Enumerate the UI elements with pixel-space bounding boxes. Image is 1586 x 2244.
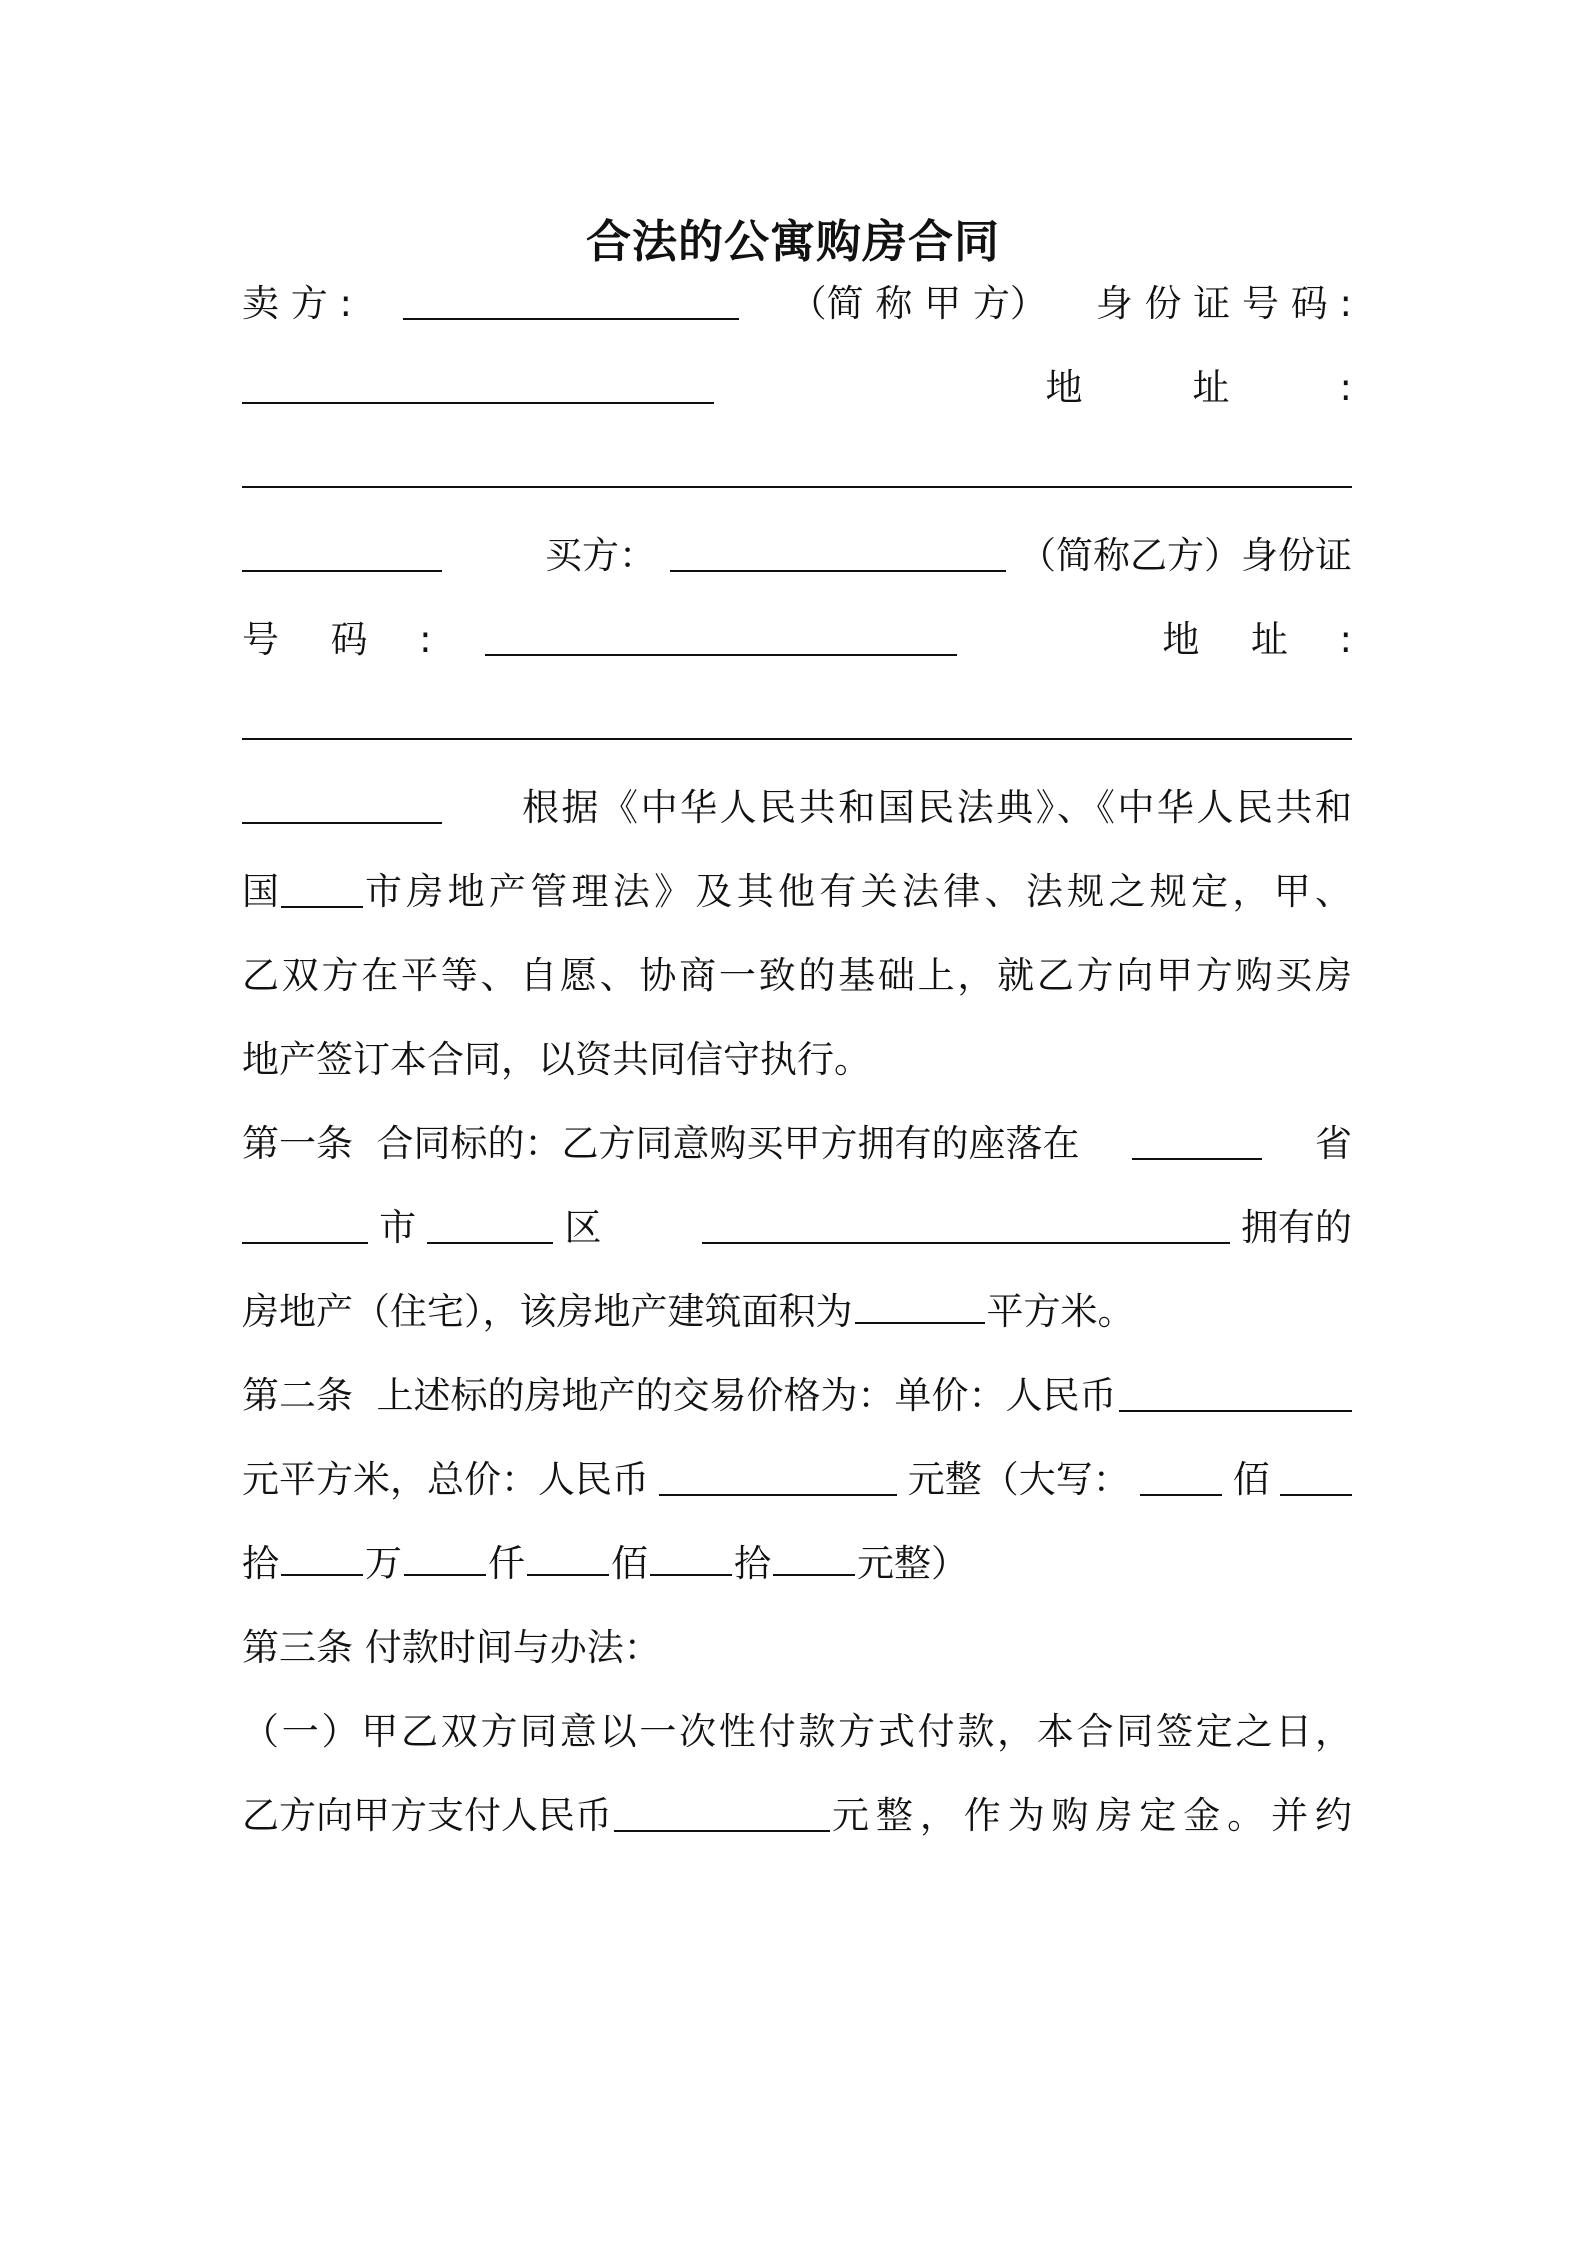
seller-id-label: 身 份 证 号 码 : [1095,282,1352,325]
buyer-line [242,514,1352,598]
province-blank [1132,1128,1262,1160]
deposit-blank [614,1800,830,1832]
area-blank [855,1292,985,1324]
amount-shi-blank-1 [1280,1464,1352,1496]
seller-id-blank [242,372,714,404]
seller-name-blank [403,288,739,320]
preamble-text-2b: 市房地产管理法》及其他有关法律、法规之规定，甲、 [365,870,1352,913]
buyer-abbrev: （简称乙方）身份证 [1019,534,1352,577]
total-price-blank [659,1464,897,1496]
preamble-text-1: 根据《中华人民共和国民法典》、《中华人民共和 [522,786,1352,829]
article-1-line-2 [242,1186,1352,1270]
article-2-text-d: 佰 [1232,1458,1270,1501]
article-1-text-c: 市 [379,1206,417,1249]
article-1-text-f: 房地产（住宅），该房地产建筑面积为 [242,1290,853,1333]
amount-wan-blank [281,1544,363,1576]
amount-yuan-blank [773,1544,855,1576]
article-3-text-2a: 乙方向甲方支付人民币 [242,1794,612,1837]
preamble-line-2 [242,850,1352,934]
buyer-id-char2: 码 [330,618,368,661]
article-2-text-e: 拾 [242,1542,279,1585]
buyer-id-char1: 号 [242,618,279,661]
seller-abbrev: （简 称 甲 方） [789,282,1047,325]
buyer-address-blank-line [242,682,1352,766]
article-1-text-a: 第一条 合同标的：乙方同意购买甲方拥有的座落在 [242,1122,1080,1165]
amount-bai-blank-1 [1140,1464,1222,1496]
buyer-address-colon: : [1339,618,1352,661]
article-1-line-3 [242,1270,1352,1354]
article-2-text-b: 元平方米，总价：人民币 [242,1458,649,1501]
city-blank [281,876,363,908]
amount-shi-blank-2 [650,1544,732,1576]
seller-address-line [242,346,1352,430]
unit-price-blank [1119,1380,1352,1412]
article-2-text-f: 万 [365,1542,402,1585]
article-2-line-1 [242,1354,1352,1438]
article-2-text-h: 佰 [611,1542,648,1585]
article-1-text-e: 拥有的 [1240,1206,1352,1249]
article-2-text-j: 元整） [857,1542,968,1585]
amount-bai-blank-2 [527,1544,609,1576]
seller-address-blank-line [242,430,1352,514]
seller-address-blank [242,456,1352,488]
article-3-title: 第三条 付款时间与办法： [242,1626,661,1669]
article-3-line-2 [242,1774,1352,1858]
buyer-address-char1: 地 [1162,618,1200,661]
article-3-line-1: （一）甲乙双方同意以一次性付款方式付款，本合同签定之日， [242,1710,1352,1753]
article-1-line-1 [242,1102,1352,1186]
preamble-line-3: 乙双方在平等、自愿、协商一致的基础上，就乙方向甲方购买房 [242,954,1352,997]
address-label-char1: 地 [1045,366,1083,409]
buyer-address-char2: 址 [1250,618,1288,661]
seller-line [242,262,1352,346]
preamble-line-1 [242,766,1352,850]
article-3-text-2b: 元整，作为购房定金。并约 [832,1794,1352,1837]
article-2-text-g: 仟 [488,1542,525,1585]
preamble-line-4: 地产签订本合同，以资共同信守执行。 [242,1038,871,1081]
article-2-text-a: 第二条 上述标的房地产的交易价格为：单价：人民币 [242,1374,1117,1417]
article-1-text-d: 区 [564,1206,602,1249]
buyer-id-blank [485,624,957,656]
amount-qian-blank [404,1544,486,1576]
article-2-line-3 [242,1522,1352,1606]
article-2-text-i: 拾 [734,1542,771,1585]
buyer-id-colon: : [419,618,432,661]
city-blank-2 [242,1212,368,1244]
article-2-line-2 [242,1438,1352,1522]
article-1-text-g: 平方米。 [986,1290,1135,1333]
buyer-id-line [242,598,1352,682]
document-title: 合法的公寓购房合同 [585,215,1000,268]
address-label-char2: 址 [1192,366,1230,409]
buyer-address-blank-end [242,792,442,824]
buyer-label: 买方： [545,534,656,577]
article-2-text-c: 元整（大写： [907,1458,1130,1501]
address-colon: : [1339,366,1352,409]
seller-address-blank-end [242,540,442,572]
seller-label: 卖 方 : [242,282,352,325]
buyer-name-blank [670,540,1006,572]
district-blank [427,1212,553,1244]
buyer-address-blank [242,708,1352,740]
article-1-text-b: 省 [1315,1122,1352,1165]
preamble-text-2a: 国 [242,870,279,913]
location-blank [702,1212,1230,1244]
